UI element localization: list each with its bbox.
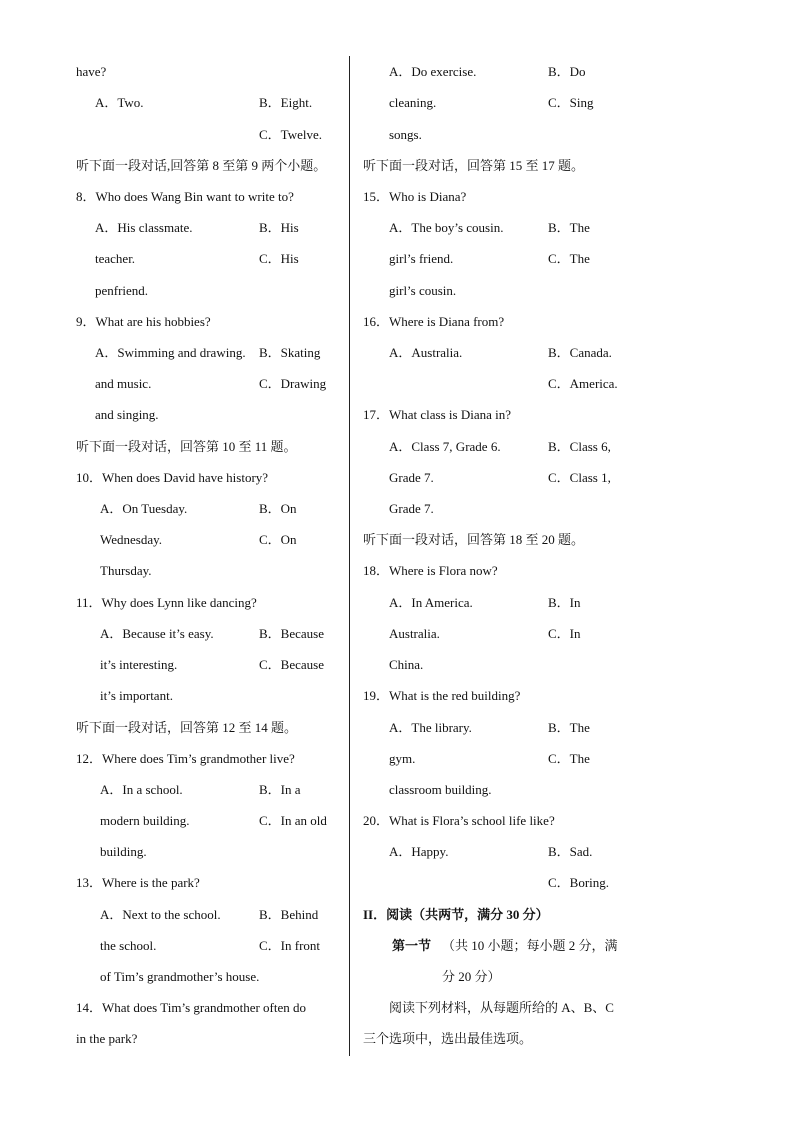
question-9: 9．What are his hobbies? xyxy=(76,314,211,329)
option-b: B．The xyxy=(548,220,590,235)
option-c-cont: songs. xyxy=(389,127,422,142)
question-10: 10．When does David have history? xyxy=(76,470,269,485)
option-c: C．Boring. xyxy=(548,875,610,890)
question-18: 18．Where is Flora now? xyxy=(363,563,498,578)
question-15: 15．Who is Diana? xyxy=(363,189,467,204)
option-b: B．In xyxy=(548,595,581,610)
option-a: A．Swimming and drawing. xyxy=(95,345,246,360)
option-c: C．The xyxy=(548,751,590,766)
option-c-cont: Thursday. xyxy=(100,563,152,578)
option-a: A．His classmate. xyxy=(95,220,193,235)
subsection-info: （共 10 小题；每小题 2 分，满 xyxy=(442,938,618,953)
question-16: 16．Where is Diana from? xyxy=(363,314,505,329)
option-c: C．In an old xyxy=(259,813,327,828)
question-12: 12．Where does Tim’s grandmother live? xyxy=(76,751,295,766)
question-11: 11．Why does Lynn like dancing? xyxy=(76,595,257,610)
option-a: A．Next to the school. xyxy=(100,907,221,922)
option-b: B．Canada. xyxy=(548,345,612,360)
section-instruction: 听下面一段对话，回答第 10 至 11 题。 xyxy=(76,439,297,454)
section-instruction: 听下面一段对话，回答第 12 至 14 题。 xyxy=(76,720,298,735)
question-20: 20．What is Flora’s school life like? xyxy=(363,813,555,828)
option-a: A．The boy’s cousin. xyxy=(389,220,504,235)
option-b-cont: Grade 7. xyxy=(389,470,434,485)
option-b: B．In a xyxy=(259,782,301,797)
option-b: B．Do xyxy=(548,64,586,79)
option-c: C．In front xyxy=(259,938,321,953)
option-c-cont: it’s important. xyxy=(100,688,173,703)
option-c: C．Drawing xyxy=(259,376,327,391)
option-b-cont: and music. xyxy=(95,376,152,391)
option-a: A．Two. xyxy=(95,95,144,110)
option-b: B．Sad. xyxy=(548,844,593,859)
option-c-cont: girl’s cousin. xyxy=(389,283,457,298)
option-b-cont: it’s interesting. xyxy=(100,657,178,672)
option-a: A．Australia. xyxy=(389,345,463,360)
question-19: 19．What is the red building? xyxy=(363,688,521,703)
option-c: C．On xyxy=(259,532,297,547)
option-c: C．Because xyxy=(259,657,324,672)
option-c: C．The xyxy=(548,251,590,266)
question-17: 17．What class is Diana in? xyxy=(363,407,512,422)
option-a: A．The library. xyxy=(389,720,472,735)
option-b-cont: Wednesday. xyxy=(100,532,163,547)
option-b: B．The xyxy=(548,720,590,735)
reading-instruction: 阅读下列材料，从每题所给的 A、B、C xyxy=(389,1000,614,1015)
subsection-info-cont: 分 20 分） xyxy=(442,969,501,984)
question-14-cont: in the park? xyxy=(76,1031,138,1046)
option-a: A．In a school. xyxy=(100,782,183,797)
option-c: C．Twelve. xyxy=(259,127,322,142)
section-instruction: 听下面一段对话,回答第 8 至第 9 两个小题。 xyxy=(76,158,327,173)
option-b: B．Class 6, xyxy=(548,439,611,454)
section-instruction: 听下面一段对话，回答第 18 至 20 题。 xyxy=(363,532,585,547)
question-7-text-end: have? xyxy=(76,64,107,79)
question-14: 14．What does Tim’s grandmother often do xyxy=(76,1000,307,1015)
option-c-cont: classroom building. xyxy=(389,782,492,797)
option-a: A．Class 7, Grade 6. xyxy=(389,439,501,454)
option-b-cont: teacher. xyxy=(95,251,136,266)
option-a: A．In America. xyxy=(389,595,473,610)
option-c: C．In xyxy=(548,626,581,641)
section-heading: II．阅读（共两节，满分 30 分） xyxy=(363,907,549,922)
option-a: A．On Tuesday. xyxy=(100,501,188,516)
option-b: B．Skating xyxy=(259,345,321,360)
option-c-cont: building. xyxy=(100,844,147,859)
option-c-cont: penfriend. xyxy=(95,283,149,298)
section-instruction: 听下面一段对话，回答第 15 至 17 题。 xyxy=(363,158,585,173)
option-b: B．On xyxy=(259,501,297,516)
option-c-cont: China. xyxy=(389,657,424,672)
option-b-cont: modern building. xyxy=(100,813,190,828)
option-b-cont: the school. xyxy=(100,938,157,953)
option-b: B．Behind xyxy=(259,907,319,922)
column-divider xyxy=(349,56,350,1056)
option-b-cont: cleaning. xyxy=(389,95,437,110)
option-a: A．Do exercise. xyxy=(389,64,477,79)
option-c: C．Sing xyxy=(548,95,594,110)
option-b: B．Because xyxy=(259,626,324,641)
option-c-cont: of Tim’s grandmother’s house. xyxy=(100,969,260,984)
option-c: C．Class 1, xyxy=(548,470,611,485)
subsection-label: 第一节 xyxy=(392,938,432,953)
option-b: B．His xyxy=(259,220,299,235)
option-a: A．Happy. xyxy=(389,844,449,859)
option-c: C．America. xyxy=(548,376,618,391)
option-b-cont: Australia. xyxy=(389,626,440,641)
option-c-cont: Grade 7. xyxy=(389,501,434,516)
option-a: A．Because it’s easy. xyxy=(100,626,214,641)
question-8: 8．Who does Wang Bin want to write to? xyxy=(76,189,294,204)
option-c-cont: and singing. xyxy=(95,407,159,422)
option-b-cont: girl’s friend. xyxy=(389,251,454,266)
option-b-cont: gym. xyxy=(389,751,416,766)
option-b: B．Eight. xyxy=(259,95,313,110)
option-c: C．His xyxy=(259,251,299,266)
question-13: 13．Where is the park? xyxy=(76,875,200,890)
reading-instruction-cont: 三个选项中，选出最佳选项。 xyxy=(363,1031,533,1046)
